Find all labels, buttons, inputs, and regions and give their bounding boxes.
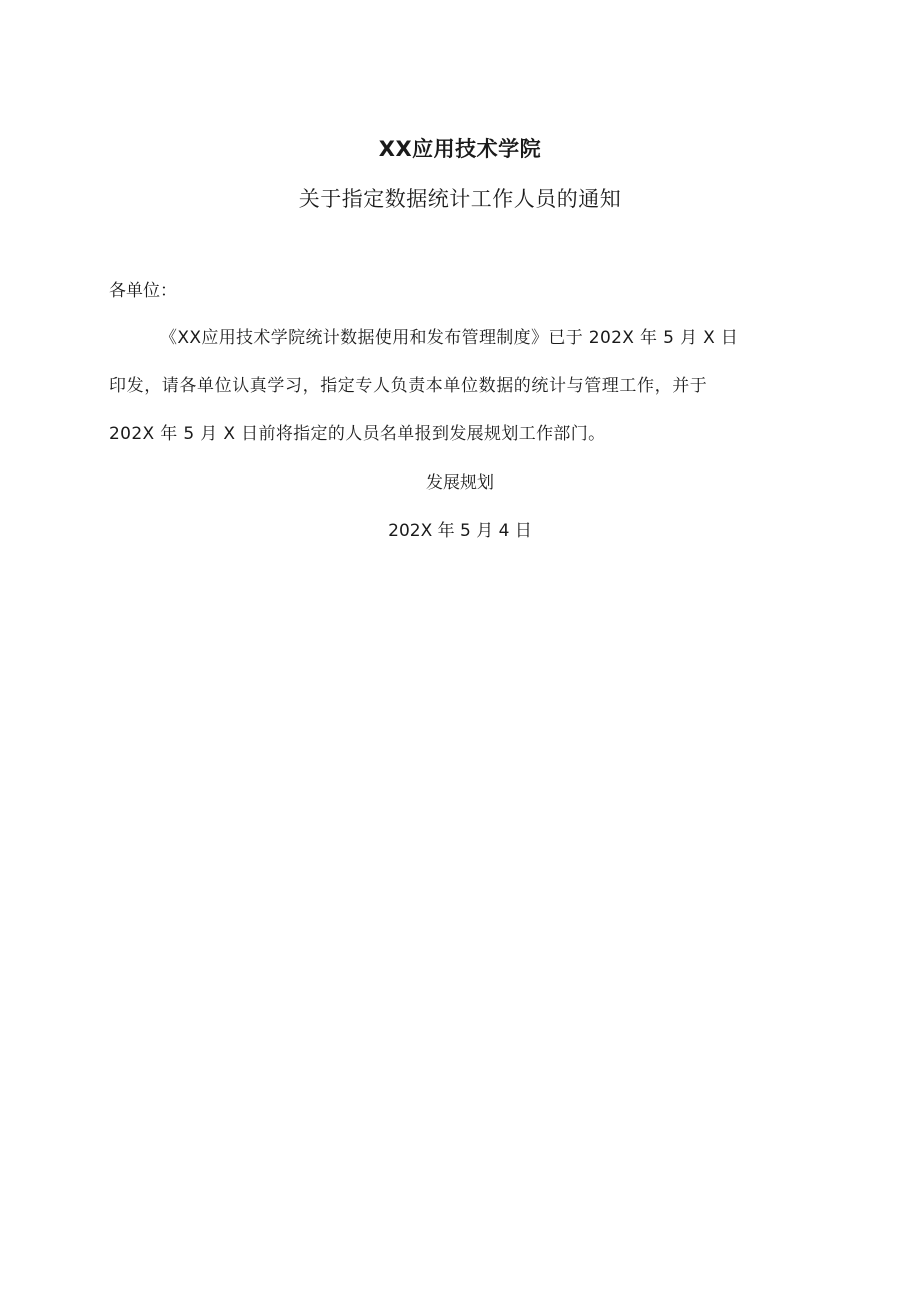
- document-title-institution: XX应用技术学院: [378, 137, 542, 161]
- body-line-1: 《XX应用技术学院统计数据使用和发布管理制度》已于 202X 年 5 月 X 日: [160, 328, 739, 348]
- body-line-3: 202X 年 5 月 X 日前将指定的人员名单报到发展规划工作部门。: [109, 424, 606, 444]
- signature-department: 发展规划: [426, 473, 494, 493]
- signature-date: 202X 年 5 月 4 日: [388, 521, 532, 541]
- body-line-2: 印发，请各单位认真学习，指定专人负责本单位数据的统计与管理工作，并于: [109, 376, 708, 396]
- salutation: 各单位：: [109, 281, 177, 301]
- document-title-subject: 关于指定数据统计工作人员的通知: [298, 187, 622, 211]
